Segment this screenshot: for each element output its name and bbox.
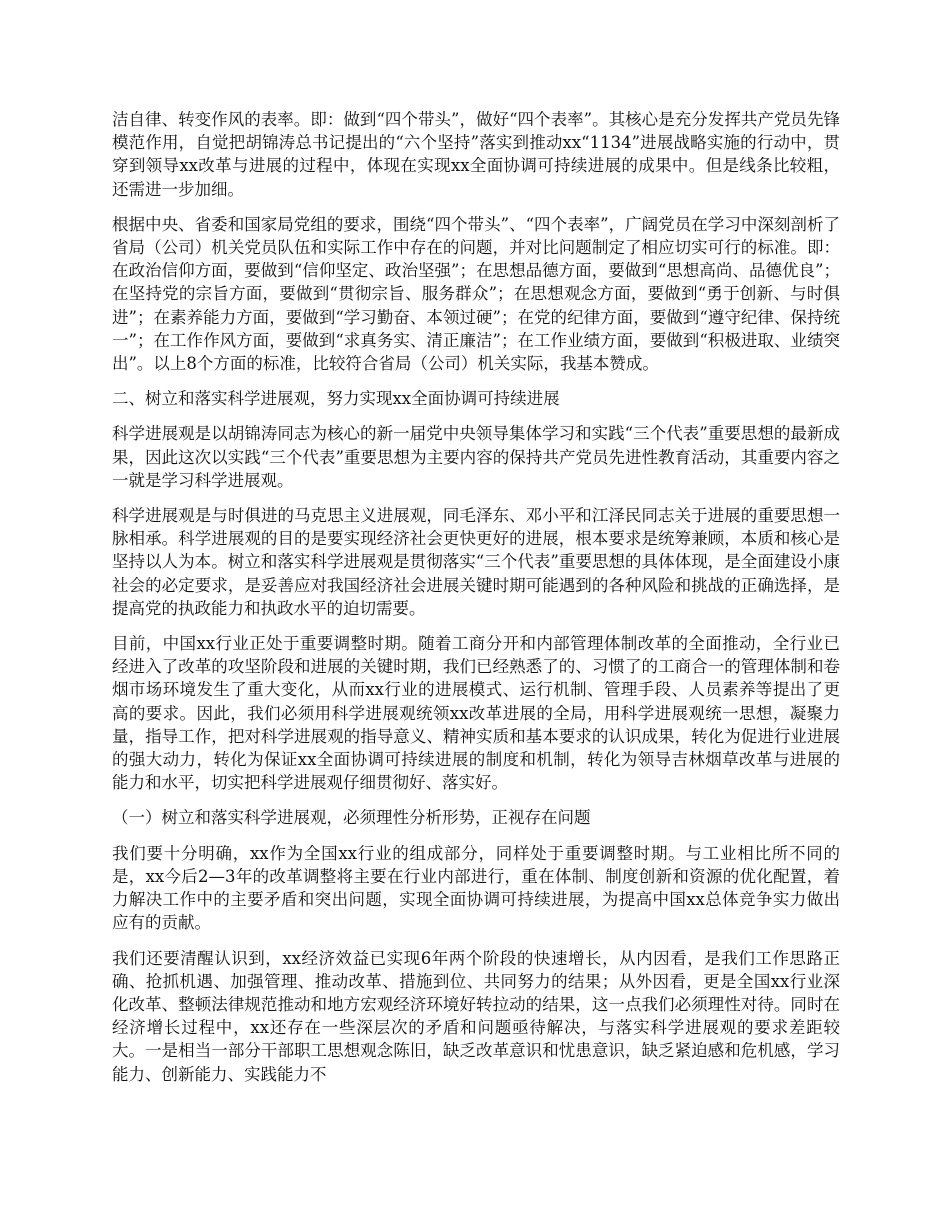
paragraph-scientific-outlook-meaning: 科学进展观是与时俱进的马克思主义进展观，同毛泽东、邓小平和江泽民同志关于进展的重要思想一脉相承。科学进展观的目的是要实现经济社会更快更好的进展，根本要求是统筹兼顾，本质和核心是坚持以人为本。树立和落实科学进展观是贯彻落实“三个代表”重要思想的具体体现，是全面建设小康社会的必定要求，是妥善应对我国经济社会进展关键时期可能遇到的各种风险和挑战的正确选择，是提高党的执政能力和执政水平的迫切需要。 <box>112 506 840 618</box>
paragraph-scientific-outlook-intro: 科学进展观是以胡锦涛同志为核心的新一届党中央领导集体学习和实践“三个代表”重要思想的最新成果，因此这次以实践“三个代表”重要思想为主要内容的保持共产党员先进性教育活动，其重要内容之一就是学习科学进展观。 <box>112 424 840 490</box>
subsection-heading-one: （一）树立和落实科学进展观，必须理性分析形势，正视存在问题 <box>112 808 591 828</box>
paragraph-problems-awareness: 我们还要清醒认识到，xx经济效益已实现6年两个阶段的快速增长，从内因看，是我们工作思路正确、抢抓机遇、加强管理、推动改革、措施到位、共同努力的结果；从外因看，更是全国xx行业深化改革、整顿法律规范推动和地方宏观经济环境好转拉动的结果，这一点我们必须理性对待。同时在经济增长过程中，xx还存在一些深层次的矛盾和问题亟待解决，与落实科学进展观的要求差距较大。一是相当一部分干部职工思想观念陈旧，缺乏改革意识和忧患意识，缺乏紧迫感和危机感，学习能力、创新能力、实践能力不 <box>112 948 840 1084</box>
paragraph-reform-clarity: 我们要十分明确，xx作为全国xx行业的组成部分，同样处于重要调整时期。与工业相比所不同的是，xx今后2—3年的改革调整将主要在行业内部进行，重在体制、制度创新和资源的优化配置，着力解决工作中的主要矛盾和突出问题，实现全面协调可持续进展，为提高中国xx总体竞争实力做出应有的贡献。 <box>112 843 840 933</box>
section-heading-two: 二、树立和落实科学进展观，努力实现xx全面协调可持续进展 <box>112 389 560 409</box>
paragraph-eight-standards: 根据中央、省委和国家局党组的要求，围绕“四个带头”、“四个表率”，广阔党员在学习中深刻剖析了省局（公司）机关党员队伍和实际工作中存在的问题，并对比问题制定了相应切实可行的标准。即：在政治信仰方面，要做到“信仰坚定、政治坚强”；在思想品德方面，要做到“思想高尚、品德优良”；在坚持党的宗旨方面，要做到“贯彻宗旨、服务群众”；在思想观念方面，要做到“勇于创新、与时俱进”；在素养能力方面，要做到“学习勤奋、本领过硬”；在党的纪律方面，要做到“遵守纪律、保持统一”；在工作作风方面，要做到“求真务实、清正廉洁”；在工作业绩方面，要做到“积极进取、业绩突出”。以上8个方面的标准，比较符合省局（公司）机关实际，我基本赞成。 <box>112 214 840 374</box>
paragraph-standards-intro: 洁自律、转变作风的表率。即：做到“四个带头”，做好“四个表率”。其核心是充分发挥共产党员先锋模范作用，自觉把胡锦涛总书记提出的“六个坚持”落实到推动xx“1134”进展战略实施的行动中，贯穿到领导xx改革与进展的过程中，体现在实现xx全面协调可持续进展的成果中。但是线条比较粗，还需进一步加细。 <box>112 110 840 199</box>
paragraph-industry-adjustment: 目前，中国xx行业正处于重要调整时期。随着工商分开和内部管理体制改革的全面推动，全行业已经进入了改革的攻坚阶段和进展的关键时期，我们已经熟悉了的、习惯了的工商合一的管理体制和卷烟市场环境发生了重大变化，从而xx行业的进展模式、运行机制、管理手段、人员素养等提出了更高的要求。因此，我们必须用科学进展观统领xx改革进展的全局，用科学进展观统一思想，凝聚力量，指导工作，把对科学进展观的指导意义、精神实质和基本要求的认识成果，转化为促进行业进展的强大动力，转化为保证xx全面协调可持续进展的制度和机制，转化为领导吉林烟草改革与进展的能力和水平，切实把科学进展观仔细贯彻好、落实好。 <box>112 634 840 793</box>
document-body <box>112 108 840 1098</box>
